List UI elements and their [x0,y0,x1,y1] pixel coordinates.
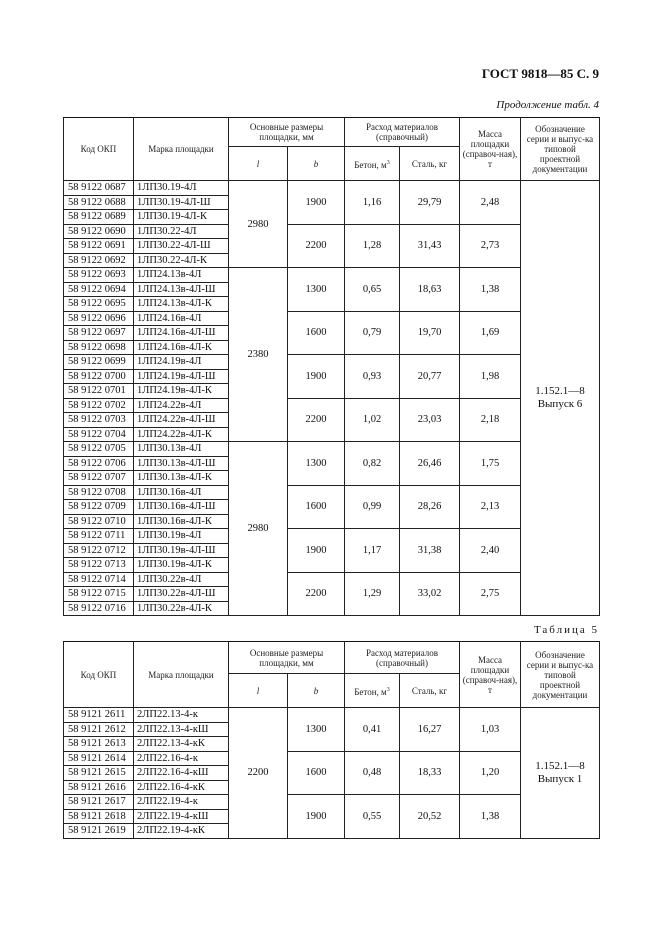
col-header-mark: Марка площадки [134,642,229,708]
okp-code: 58 9122 0707 [64,471,134,486]
concrete-value: 0,79 [345,311,400,355]
platform-mark: 1ЛП30.19в-4Л-К [134,558,229,573]
okp-code: 58 9122 0705 [64,442,134,457]
col-header-dims: Основные размеры площадки, мм [229,118,345,147]
series-issue: Выпуск 6 [537,398,583,410]
platform-mark: 2ЛП22.19-4-к [134,795,229,810]
concrete-value: 0,99 [345,485,400,529]
concrete-value: 1,28 [345,224,400,268]
platform-mark: 1ЛП24.22в-4Л-К [134,427,229,442]
okp-code: 58 9122 0715 [64,587,134,602]
platform-mark: 1ЛП24.16в-4Л-Ш [134,326,229,341]
platform-mark: 1ЛП30.22в-4Л-К [134,601,229,616]
okp-code: 58 9122 0692 [64,253,134,268]
table-row [64,572,600,587]
series-issue: Выпуск 1 [537,772,583,785]
mass-value: 1,69 [460,311,521,355]
platform-mark: 1ЛП24.19в-4Л [134,355,229,370]
dim-b-value: 1300 [288,268,345,312]
steel-value: 31,43 [400,224,460,268]
series-cell [521,708,600,839]
mass-value: 1,75 [460,442,521,486]
concrete-value: 0,65 [345,268,400,312]
steel-value: 18,33 [400,751,460,795]
platform-mark: 2ЛП22.19-4-кШ [134,809,229,824]
okp-code: 58 9121 2615 [64,766,134,781]
okp-code: 58 9121 2614 [64,751,134,766]
platform-mark: 1ЛП30.19в-4Л-Ш [134,543,229,558]
okp-code: 58 9122 0709 [64,500,134,515]
table-continuation-caption: Продолжение табл. 4 [496,99,599,111]
platform-mark: 1ЛП30.22-4Л-Ш [134,239,229,254]
okp-code: 58 9122 0699 [64,355,134,370]
okp-code: 58 9122 0716 [64,601,134,616]
steel-value: 29,79 [400,181,460,225]
okp-code: 58 9121 2611 [64,708,134,723]
dim-b-value: 1900 [288,181,345,225]
dim-l-value: 2380 [229,268,288,442]
table-row [64,398,600,413]
col-header-okp: Код ОКП [64,118,134,181]
okp-code: 58 9122 0703 [64,413,134,428]
okp-code: 58 9121 2617 [64,795,134,810]
okp-code: 58 9121 2612 [64,722,134,737]
okp-code: 58 9122 0701 [64,384,134,399]
concrete-value: 0,93 [345,355,400,399]
col-header-b: b [288,674,345,708]
mass-value: 2,73 [460,224,521,268]
platform-mark: 2ЛП22.16-4-кШ [134,766,229,781]
okp-code: 58 9122 0688 [64,195,134,210]
dim-b-value: 2200 [288,398,345,442]
platform-mark: 2ЛП22.19-4-кК [134,824,229,839]
okp-code: 58 9122 0690 [64,224,134,239]
platform-mark: 1ЛП30.19-4Л [134,181,229,196]
table-row [64,311,600,326]
platform-mark: 2ЛП22.13-4-к [134,708,229,723]
platform-mark: 1ЛП30.16в-4Л-Ш [134,500,229,515]
dim-b-value: 1900 [288,795,345,839]
dim-l-value: 2980 [229,181,288,268]
steel-value: 31,38 [400,529,460,573]
dim-b-value: 1600 [288,751,345,795]
platform-mark: 1ЛП30.22в-4Л-Ш [134,587,229,602]
dim-b-value: 1300 [288,708,345,752]
col-header-l: l [229,147,288,181]
concrete-value: 0,41 [345,708,400,752]
steel-value: 18,63 [400,268,460,312]
okp-code: 58 9121 2616 [64,780,134,795]
platform-mark: 1ЛП24.13в-4Л-Ш [134,282,229,297]
platform-mark: 1ЛП24.22в-4Л-Ш [134,413,229,428]
dim-b-value: 1300 [288,442,345,486]
steel-value: 20,77 [400,355,460,399]
col-header-materials: Расход материалов (справочный) [345,642,460,674]
okp-code: 58 9122 0693 [64,268,134,283]
steel-value: 28,26 [400,485,460,529]
mass-value: 1,38 [460,268,521,312]
col-header-concrete [345,147,400,181]
steel-value: 23,03 [400,398,460,442]
col-header-dims: Основные размеры площадки, мм [229,642,345,674]
dim-l-value: 2200 [229,708,288,839]
platform-mark: 1ЛП30.13в-4Л-К [134,471,229,486]
mass-value: 2,75 [460,572,521,616]
dim-b-value: 1900 [288,355,345,399]
concrete-value: 1,17 [345,529,400,573]
okp-code: 58 9122 0704 [64,427,134,442]
platform-mark: 1ЛП24.13в-4Л [134,268,229,283]
series-code: 1.152.1—8 [535,759,585,772]
platform-mark: 1ЛП30.19в-4Л [134,529,229,544]
table-row [64,181,600,196]
concrete-value: 1,29 [345,572,400,616]
table-row [64,485,600,500]
table-4-body [64,181,600,616]
platform-mark: 2ЛП22.13-4-кК [134,737,229,752]
col-header-l: l [229,674,288,708]
dim-b-value: 2200 [288,572,345,616]
platform-mark: 1ЛП24.16в-4Л-К [134,340,229,355]
concrete-unit-sup: 3 [386,686,390,693]
okp-code: 58 9121 2618 [64,809,134,824]
platform-mark: 2ЛП22.16-4-кК [134,780,229,795]
platform-mark: 1ЛП24.22в-4Л [134,398,229,413]
mass-value: 1,38 [460,795,521,839]
col-header-okp: Код ОКП [64,642,134,708]
steel-value: 33,02 [400,572,460,616]
dim-l-value: 2980 [229,442,288,616]
series-code: 1.152.1—8 [535,385,585,397]
okp-code: 58 9122 0714 [64,572,134,587]
table-row [64,355,600,370]
dim-b-value: 1600 [288,485,345,529]
okp-code: 58 9121 2619 [64,824,134,839]
platform-mark: 1ЛП30.22-4Л [134,224,229,239]
okp-code: 58 9122 0711 [64,529,134,544]
table-row [64,224,600,239]
concrete-unit-sup: 3 [386,159,390,166]
table-row [64,708,600,723]
platform-mark: 2ЛП22.13-4-кШ [134,722,229,737]
platform-mark: 1ЛП30.16в-4Л-К [134,514,229,529]
concrete-label: Бетон, м [354,159,387,170]
platform-mark: 1ЛП30.22в-4Л [134,572,229,587]
col-header-steel: Сталь, кг [400,674,460,708]
mass-value: 1,20 [460,751,521,795]
okp-code: 58 9122 0697 [64,326,134,341]
platform-mark: 1ЛП24.19в-4Л-К [134,384,229,399]
mass-value: 2,40 [460,529,521,573]
platform-mark: 1ЛП30.22-4Л-К [134,253,229,268]
steel-value: 19,70 [400,311,460,355]
col-header-steel: Сталь, кг [400,147,460,181]
okp-code: 58 9122 0712 [64,543,134,558]
okp-code: 58 9122 0700 [64,369,134,384]
okp-code: 58 9122 0706 [64,456,134,471]
okp-code: 58 9122 0689 [64,210,134,225]
platform-mark: 1ЛП30.19-4Л-Ш [134,195,229,210]
mass-value: 1,03 [460,708,521,752]
table-row [64,442,600,457]
col-header-mass: Масса площадки (справоч-ная), т [460,118,521,181]
concrete-value: 0,55 [345,795,400,839]
steel-value: 16,27 [400,708,460,752]
concrete-value: 0,48 [345,751,400,795]
table-row [64,268,600,283]
okp-code: 58 9122 0710 [64,514,134,529]
col-header-series: Обозначение серии и выпус-ка типовой проектной документации [521,118,600,181]
okp-code: 58 9121 2613 [64,737,134,752]
concrete-value: 1,16 [345,181,400,225]
okp-code: 58 9122 0695 [64,297,134,312]
platform-mark: 2ЛП22.16-4-к [134,751,229,766]
platform-mark: 1ЛП30.19-4Л-К [134,210,229,225]
platform-mark: 1ЛП24.16в-4Л [134,311,229,326]
table-row [64,751,600,766]
platform-mark: 1ЛП30.16в-4Л [134,485,229,500]
table-5-body [64,708,600,839]
concrete-label: Бетон, м [354,686,387,697]
concrete-value: 0,82 [345,442,400,486]
mass-value: 1,98 [460,355,521,399]
okp-code: 58 9122 0698 [64,340,134,355]
okp-code: 58 9122 0713 [64,558,134,573]
platform-mark: 1ЛП24.19в-4Л-Ш [134,369,229,384]
col-header-series: Обозначение серии и выпус-ка типовой проектной документации [521,642,600,708]
platform-mark: 1ЛП24.13в-4Л-К [134,297,229,312]
col-header-mark: Марка площадки [134,118,229,181]
dim-b-value: 1900 [288,529,345,573]
table-row [64,795,600,810]
platform-mark: 1ЛП30.13в-4Л [134,442,229,457]
okp-code: 58 9122 0694 [64,282,134,297]
col-header-concrete [345,674,400,708]
col-header-materials: Расход материалов (справочный) [345,118,460,147]
col-header-mass: Масса площадки (справоч-ная), т [460,642,521,708]
page-header: ГОСТ 9818—85 С. 9 [481,66,599,81]
steel-value: 20,52 [400,795,460,839]
mass-value: 2,18 [460,398,521,442]
mass-value: 2,13 [460,485,521,529]
table-4 [63,117,600,616]
series-cell [521,181,600,616]
table-5 [63,641,600,839]
okp-code: 58 9122 0708 [64,485,134,500]
okp-code: 58 9122 0702 [64,398,134,413]
table-row [64,529,600,544]
dim-b-value: 1600 [288,311,345,355]
steel-value: 26,46 [400,442,460,486]
okp-code: 58 9122 0696 [64,311,134,326]
col-header-b: b [288,147,345,181]
dim-b-value: 2200 [288,224,345,268]
table-5-caption: Таблица 5 [533,624,599,636]
concrete-value: 1,02 [345,398,400,442]
mass-value: 2,48 [460,181,521,225]
okp-code: 58 9122 0687 [64,181,134,196]
okp-code: 58 9122 0691 [64,239,134,254]
platform-mark: 1ЛП30.13в-4Л-Ш [134,456,229,471]
